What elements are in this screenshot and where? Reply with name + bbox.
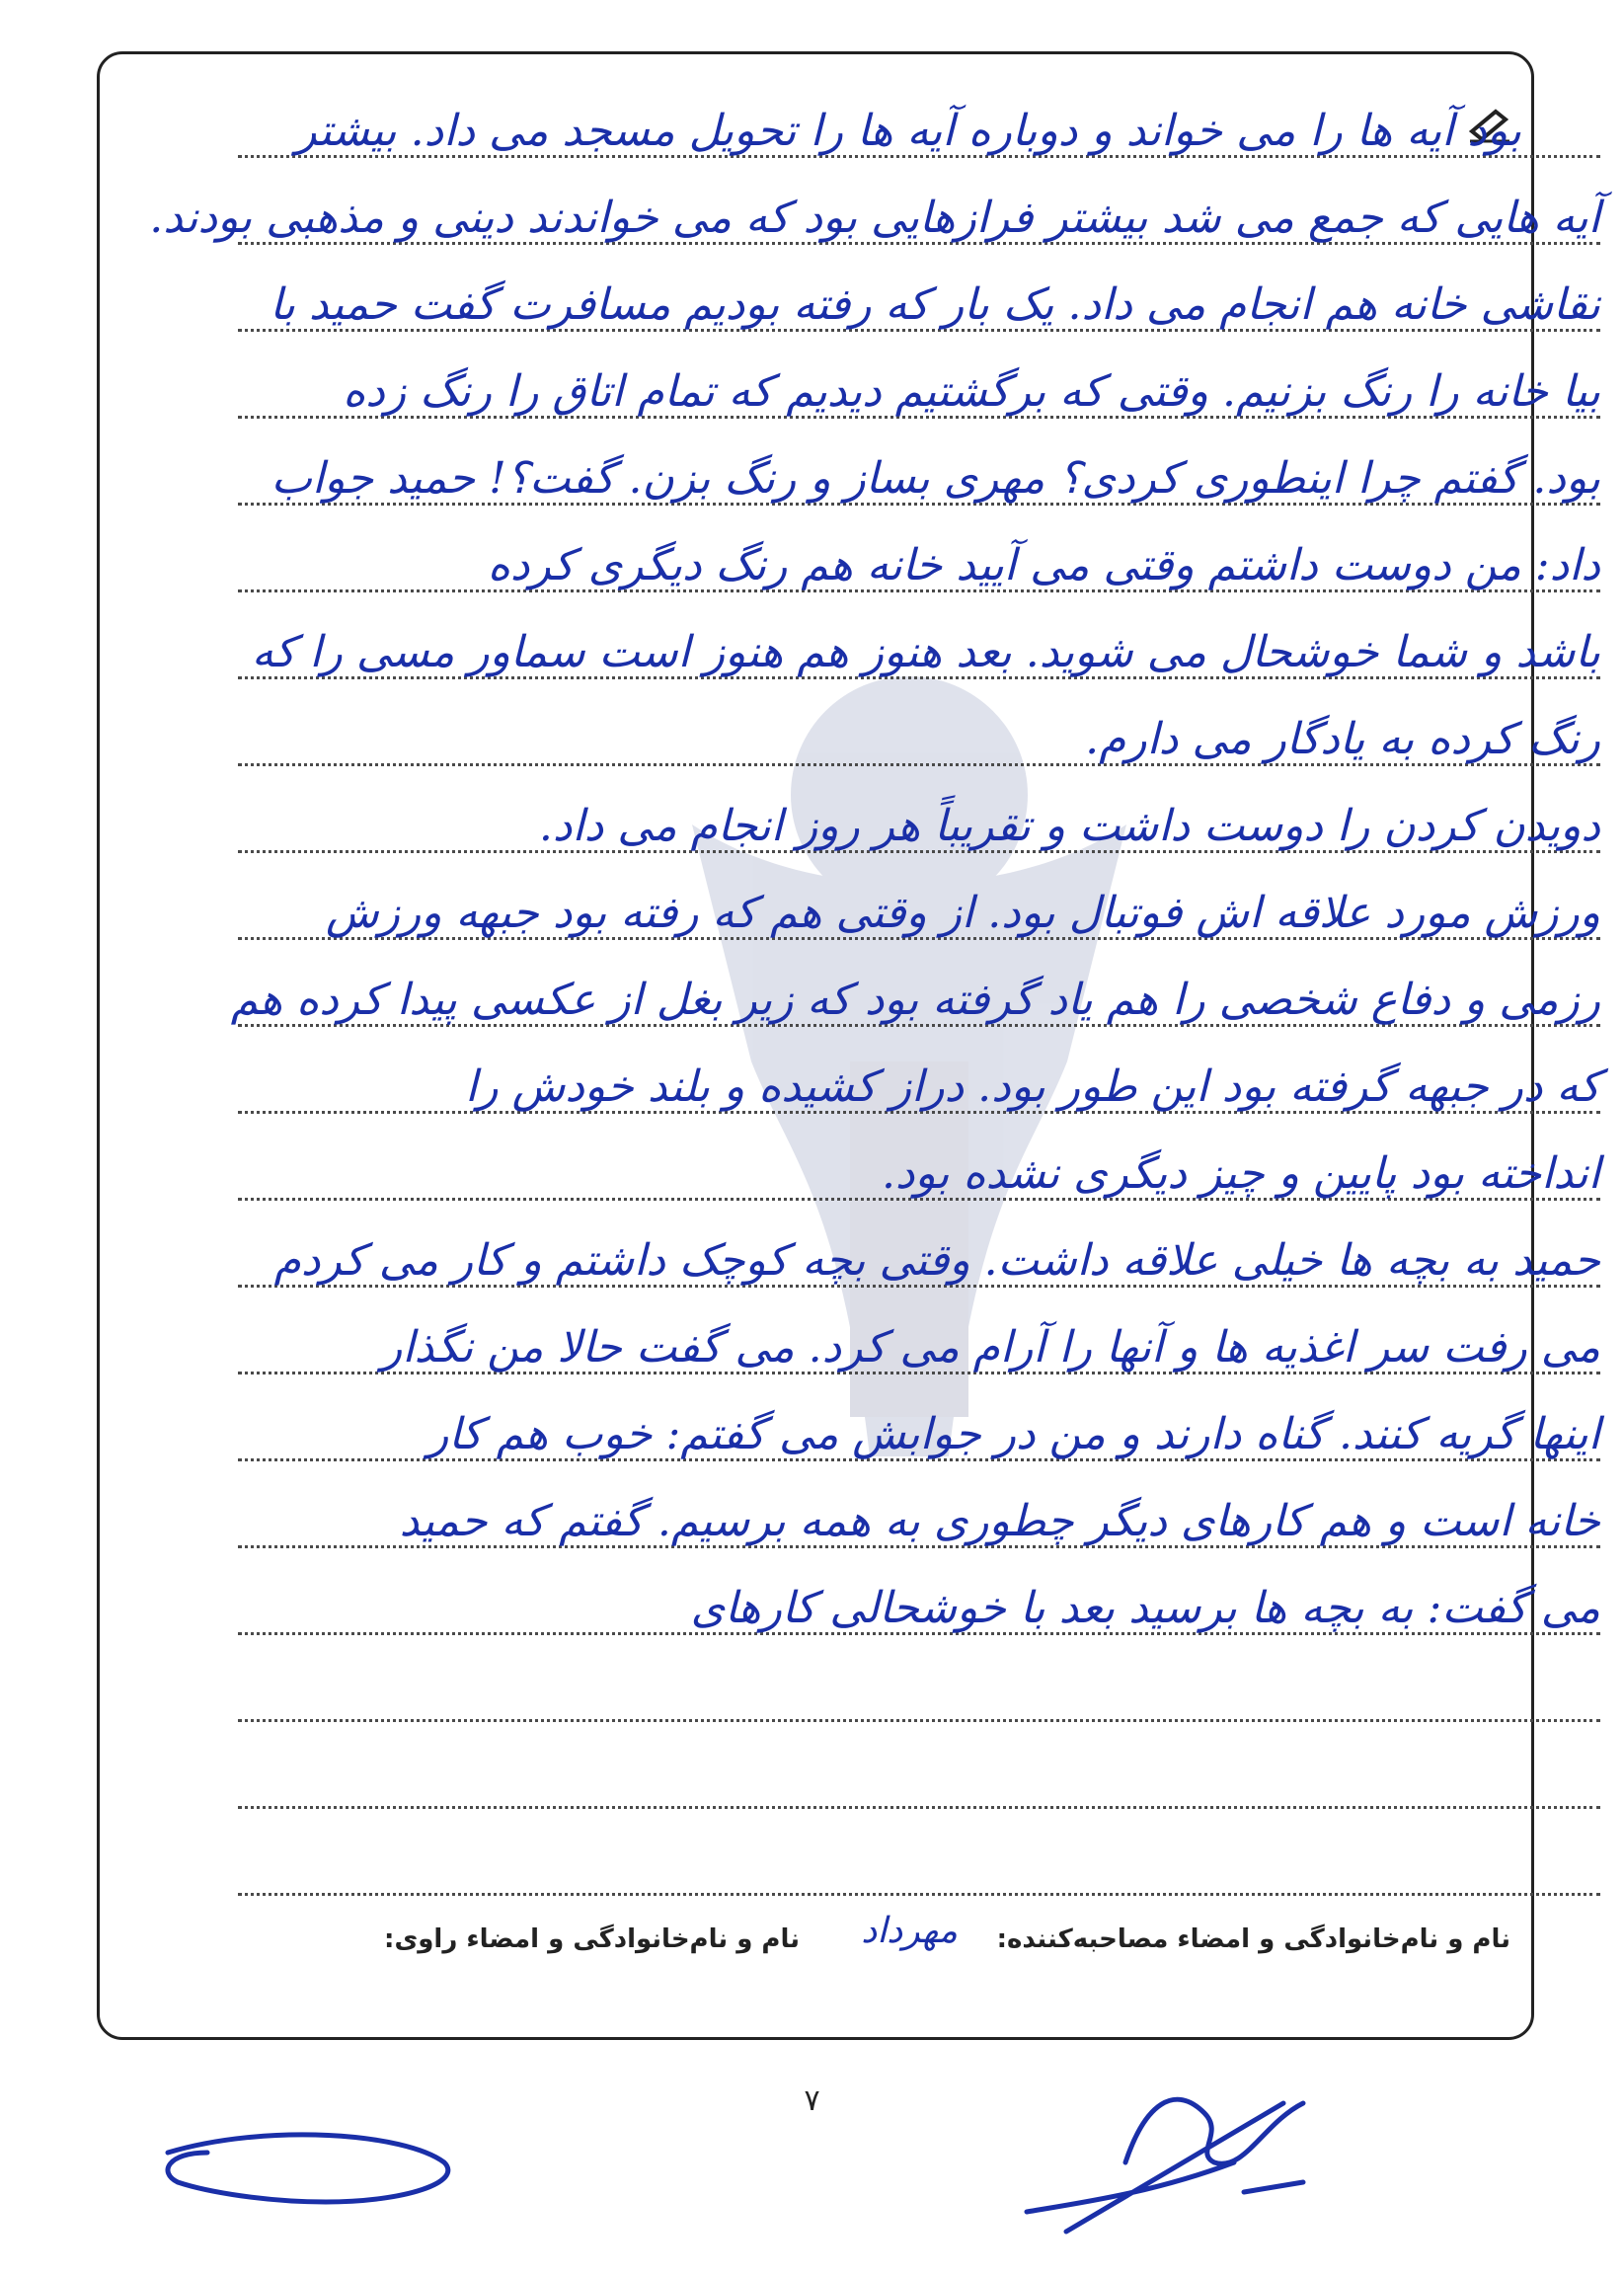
handwritten-line: که در جبهه گرفته بود این طور بود. دراز کشیده و بلند خودش را [465, 1061, 1600, 1112]
signature-footer [138, 1911, 1510, 1970]
handwritten-line: رنگ کرده به یادگار می دارم. [1085, 714, 1600, 764]
ruled-line [238, 1719, 1600, 1722]
handwritten-line: بود آیه ها را می خواند و دوباره آیه ها را تحویل مسجد می داد. بیشتر [295, 106, 1521, 156]
ruled-line [238, 1806, 1600, 1809]
page-number: ۷ [804, 2083, 820, 2118]
handwritten-line: می گفت: به بچه ها برسید بعد با خوشحالی کارهای [690, 1583, 1600, 1633]
interviewer-name: مهرداد [861, 1911, 958, 1951]
handwritten-line: ورزش مورد علاقه اش فوتبال بود. از وقتی هم که رفته بود جبهه ورزش [326, 888, 1600, 938]
handwritten-line: باشد و شما خوشحال می شوید. بعد هنوز هم هنوز است سماور مسی را که [251, 627, 1600, 677]
page-frame [97, 51, 1600, 2040]
ruled-line [238, 1893, 1600, 1896]
handwritten-line: رزمی و دفاع شخصی را هم یاد گرفته بود که زیر بغل از عکسی پیدا کرده هم [230, 975, 1600, 1025]
handwritten-line: نقاشی خانه هم انجام می داد. یک بار که رفته بودیم مسافرت گفت حمید با [270, 279, 1600, 330]
interviewer-label: نام و نام‌خانوادگی و امضاء مصاحبه‌کننده: [996, 1924, 1510, 1954]
handwritten-line: داد: من دوست داشتم وقتی می آیید خانه هم رنگ دیگری کرده [487, 540, 1600, 590]
narrator-label: نام و نام‌خانوادگی و امضاء راوی: [384, 1924, 800, 1954]
handwritten-line: حمید به بچه ها خیلی علاقه داشت. وقتی بچه کوچک داشتم و کار می کردم [273, 1235, 1600, 1286]
handwritten-line: اینها گریه کنند. گناه دارند و من در جوابش می گفتم: خوب هم کار [427, 1409, 1600, 1459]
handwritten-line: بود. گفتم چرا اینطوری کردی؟ مهری بساز و رنگ بزن. گفت؟! حمید جواب [271, 453, 1600, 504]
handwritten-line: دویدن کردن را دوست داشت و تقریباً هر روز انجام می داد. [538, 801, 1600, 851]
handwritten-line: خانه است و هم کارهای دیگر چطوری به همه برسیم. گفتم که حمید [399, 1496, 1600, 1546]
handwritten-line: انداخته بود پایین و چیز دیگری نشده بود. [881, 1148, 1600, 1199]
ruled-lines-area [149, 54, 1600, 1990]
handwritten-line: آیه هایی که جمع می شد بیشتر فرازهایی بود که می خواندند دینی و مذهبی بودند. [149, 193, 1600, 243]
interviewer-signature [1007, 2044, 1323, 2241]
handwritten-line: می رفت سر اغذیه ها و آنها را آرام می کرد. می گفت حالا من نگذار [381, 1322, 1600, 1373]
handwritten-line: بیا خانه را رنگ بزنیم. وقتی که برگشتیم دیدیم که تمام اتاق را رنگ زده [343, 366, 1600, 417]
